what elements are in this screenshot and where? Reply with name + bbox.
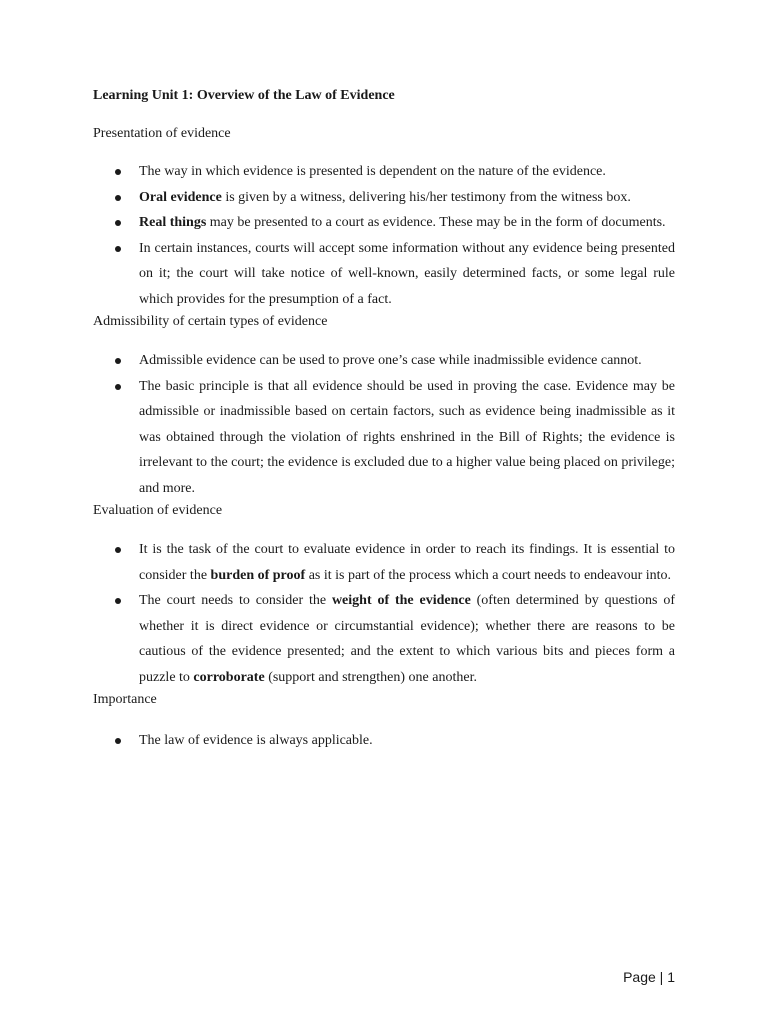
bold-term: Real things [139, 215, 207, 230]
bullet-dot-icon [115, 738, 121, 744]
bullet-item [93, 159, 675, 185]
bullet-item [93, 537, 675, 588]
section-heading: Presentation of evidence [93, 126, 231, 141]
bullet-text: as it is part of the process which a court needs to endeavour into. [305, 567, 672, 583]
bullet-text: (support and strengthen) one another. [264, 669, 477, 685]
bullet-text: The court needs to consider the [139, 593, 332, 608]
section-heading: Evaluation of evidence [93, 503, 223, 518]
bullet-text: It is the task of the court to evaluate evidence in order to reach its findings. It is essential to consider the [139, 542, 675, 583]
bullet-text: (often determined by questions of whether it is direct evidence or circumstantial evidence); whether there are reasons to be cautious of the evidence presented; and the extent to which various bits and pieces form a puzzle to [139, 593, 676, 685]
bullet-item [93, 348, 675, 374]
bullet-text: The law of evidence is always applicable. [139, 733, 373, 748]
bullet-dot-icon [115, 220, 121, 226]
bold-term: weight of the evidence [331, 593, 471, 608]
bullet-text: The basic principle is that all evidence should be used in proving the case. Evidence may be admissible or inadmissible based on certain factors, such as evidence being inadmissible as it was obtained through the violation of rights enshrined in the Bill of Rights; the evidence is irrelevant to the court; the evidence is excluded due to a higher value being placed on privilege; and more. [139, 378, 675, 496]
bullet-list [93, 537, 675, 690]
bullet-item [93, 374, 675, 502]
section-heading: Admissibility of certain types of evidence [93, 314, 328, 329]
bullet-dot-icon [115, 169, 121, 175]
bullet-text: Admissible evidence can be used to prove one’s case while inadmissible evidence cannot. [139, 353, 642, 368]
document-title: Learning Unit 1: Overview of the Law of Evidence [93, 88, 395, 103]
bullet-dot-icon [115, 195, 121, 201]
document-body [93, 124, 675, 754]
bullet-dot-icon [115, 246, 121, 252]
bold-term: corroborate [193, 669, 265, 685]
bullet-list [93, 728, 675, 754]
bullet-dot-icon [115, 358, 121, 364]
bullet-text: The way in which evidence is presented is dependent on the nature of the evidence. [139, 164, 606, 179]
bold-term: burden of proof [210, 567, 306, 583]
page-number: Page | 1 [623, 969, 675, 985]
bullet-item [93, 728, 675, 754]
bullet-item [93, 185, 675, 211]
bullet-dot-icon [115, 547, 121, 553]
bullet-text: is given by a witness, delivering his/her testimony from the witness box. [221, 189, 631, 205]
bold-term: Oral evidence [139, 189, 222, 205]
bullet-dot-icon [115, 384, 121, 390]
section-heading: Importance [93, 692, 157, 707]
bullet-item [93, 210, 675, 236]
bullet-item [93, 236, 675, 313]
bullet-list [93, 348, 675, 501]
bullet-dot-icon [115, 598, 121, 604]
bullet-list [93, 159, 675, 312]
bullet-text: In certain instances, courts will accept some information without any evidence being presented on it; the court will take notice of well-known, easily determined facts, or some legal rule which provides for the presumption of a fact. [139, 240, 675, 307]
bullet-text: may be presented to a court as evidence. These may be in the form of documents. [206, 215, 666, 230]
document-page [93, 86, 675, 754]
bullet-item [93, 588, 675, 690]
